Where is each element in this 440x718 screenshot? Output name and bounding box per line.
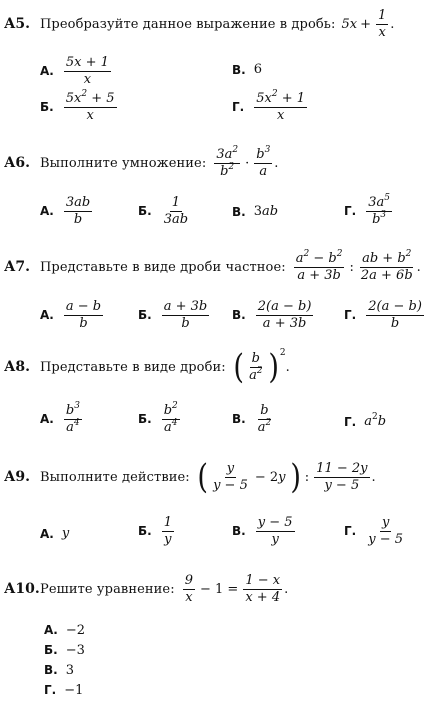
question-number: А5.: [4, 16, 31, 33]
answer-option[interactable]: А. $\frac{b^3}{a^4}$: [40, 401, 80, 435]
answer-option[interactable]: Б. $\frac{a + 3b}{b}$: [138, 299, 208, 331]
question-a5: [4, 9, 394, 39]
answer-option[interactable]: В. 6: [232, 62, 262, 77]
answer-option[interactable]: Г. $\frac{2(a - b)}{b}$: [344, 299, 422, 331]
answer-option[interactable]: Г. $a^2b$: [344, 412, 387, 429]
answer-option[interactable]: В. $\frac{b}{a^2}$: [232, 403, 272, 435]
question-number: А10.: [4, 581, 40, 598]
answer-option[interactable]: В. 3ab: [232, 204, 279, 219]
answer-option[interactable]: А. $\frac{3ab}{b}$: [40, 195, 91, 227]
answer-option[interactable]: Г. $\frac{5x^2 + 1}{x}$: [232, 89, 306, 123]
answer-option[interactable]: В. $\frac{2(a - b)}{a + 3b}$: [232, 299, 312, 331]
answer-option[interactable]: А. −2: [44, 622, 86, 638]
question-text: Представьте в виде дроби:: [40, 359, 226, 375]
question-expression: $\frac{a^2 - b^2}{a + 3b}$ : $\frac{ab + b^2}{2a + 6b}$ .: [295, 249, 421, 283]
question-expression: ( $\frac{y}{y - 5}$ − 2y ) : $\frac{11 - 2y}{y - 5}$ .: [197, 456, 376, 497]
question-expression: ( $\frac{b}{a^2}$ ) 2 .: [233, 346, 290, 387]
question-expression: $\frac{9}{x}$ − 1 = $\frac{1 - x}{x + 4}$ .: [184, 573, 289, 605]
answer-option[interactable]: Б. $\frac{1}{y}$: [138, 515, 172, 547]
answer-option[interactable]: А. $\frac{5x + 1}{x}$: [40, 55, 109, 87]
answer-option[interactable]: А. $\frac{a - b}{b}$: [40, 299, 102, 331]
question-a8: [4, 346, 290, 387]
question-number: А6.: [4, 155, 31, 172]
answer-option[interactable]: Г. $\frac{y}{y - 5}$: [344, 515, 404, 547]
question-number: А8.: [4, 359, 31, 376]
question-a7: [4, 249, 421, 283]
answer-option[interactable]: Г. −1: [44, 682, 84, 698]
question-text: Решите уравнение:: [40, 581, 175, 597]
question-a9: [4, 456, 376, 497]
answer-option[interactable]: Б. $\frac{b^2}{a^4}$: [138, 401, 178, 435]
answer-option[interactable]: А. y: [40, 526, 70, 541]
question-expression: $\frac{3a^2}{b^2}$ · $\frac{b^3}{a}$ .: [216, 145, 279, 179]
answer-option[interactable]: Б. $\frac{1}{3ab}$: [138, 195, 189, 227]
answer-option[interactable]: Б. −3: [44, 642, 85, 658]
question-text: Представьте в виде дроби частное:: [40, 259, 286, 275]
answer-option[interactable]: Г. $\frac{3a^5}{b^3}$: [344, 193, 390, 227]
question-a10: [4, 574, 288, 604]
question-number: А9.: [4, 469, 31, 486]
answer-option[interactable]: В. $\frac{y - 5}{y}$: [232, 515, 293, 547]
question-a6: [4, 145, 279, 179]
answer-option[interactable]: В. 3: [44, 662, 74, 678]
question-text: Выполните действие:: [40, 469, 190, 485]
question-number: А7.: [4, 259, 31, 276]
answer-option[interactable]: Б. $\frac{5x^2 + 5}{x}$: [40, 89, 115, 123]
question-text: Преобразуйте данное выражение в дробь:: [40, 16, 336, 32]
answer-list: [44, 620, 85, 700]
question-text: Выполните умножение:: [40, 155, 207, 171]
question-expression: 5x + $\frac{1}{x}$ .: [341, 8, 395, 40]
